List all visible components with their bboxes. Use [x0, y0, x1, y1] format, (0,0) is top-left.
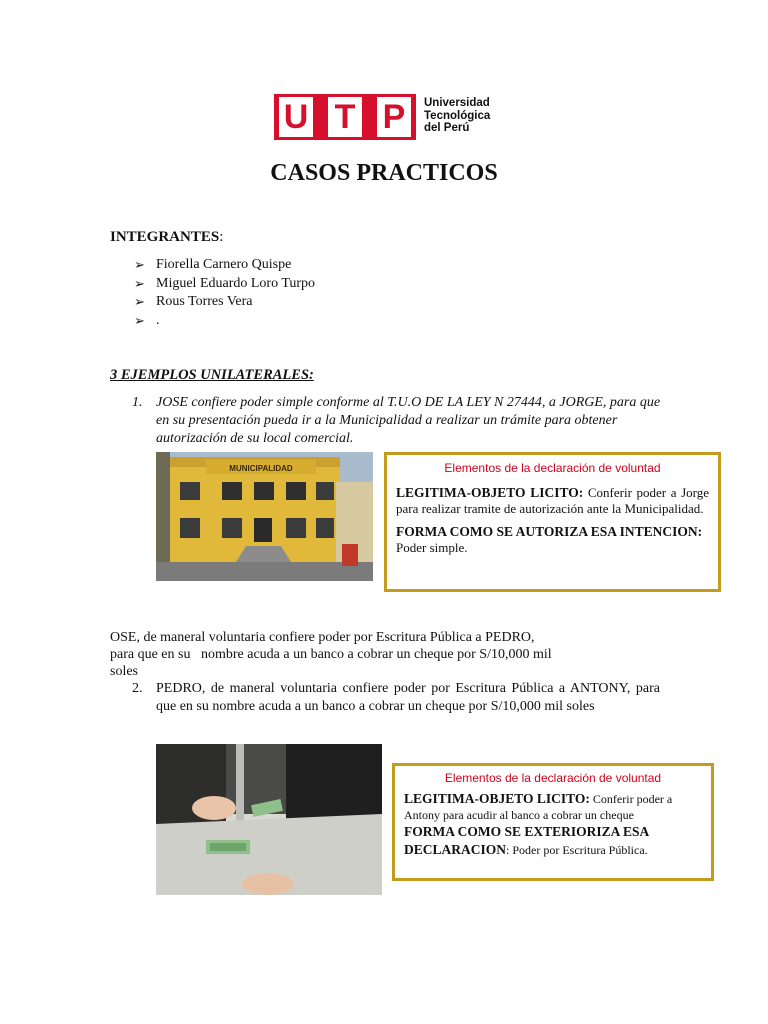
- box-2-forma: FORMA COMO SE EXTERIORIZA ESA DECLARACION: Poder por Escritura Pública.: [404, 824, 649, 857]
- case-1-number: 1.: [132, 395, 143, 410]
- box-2-objeto: LEGITIMA-OBJETO LICITO: Conferir poder a Antony para acudir al banco a cobrar un cheque: [404, 791, 673, 822]
- utp-logo-mark: [274, 94, 416, 140]
- box-1-forma: FORMA COMO SE AUTORIZA ESA INTENCION: Poder simple.: [396, 524, 703, 555]
- members-list: [134, 256, 315, 330]
- case-2-number: 2.: [132, 681, 143, 696]
- logo-text: Universidad Tecnológica del Perú: [424, 97, 491, 134]
- arrow-bullet-icon: ➢: [134, 257, 145, 272]
- logo-letter-u: U: [279, 97, 313, 137]
- list-item: ➢ .: [134, 312, 160, 328]
- arrow-bullet-icon: ➢: [134, 294, 145, 309]
- declaration-box-1: [384, 452, 721, 592]
- box-2-title: Elementos de la declaración de voluntad: [444, 771, 662, 785]
- utp-logo: [274, 94, 504, 140]
- box-1-title: Elementos de la declaración de voluntad: [444, 461, 661, 475]
- arrow-bullet-icon: ➢: [134, 275, 145, 291]
- arrow-bullet-icon: ➢: [134, 312, 145, 328]
- municipalidad-photo: [156, 452, 373, 581]
- logo-letter-p: P: [377, 97, 411, 137]
- loose-paragraph: OSE, de maneral voluntaria confiere poder por Escritura Pública a PEDRO, para que en su nombre acuda a un banco a cobrar un cheque por S/10,000 mil soles: [110, 630, 552, 679]
- page-title: CASOS PRACTICOS: [270, 160, 498, 186]
- list-item: ➢ Fiorella Carnero Quispe: [134, 257, 292, 272]
- case-2-text: PEDRO, de maneral voluntaria confiere poder por Escritura Pública a ANTONY, para que en su nombre acuda a un banco a cobrar un cheque por S/10,000 mil soles: [156, 681, 660, 714]
- bank-cheque-photo: [156, 744, 382, 895]
- list-item: ➢ Rous Torres Vera: [134, 294, 253, 309]
- box-1-objeto: LEGITIMA-OBJETO LICITO: Conferir poder a Jorge para realizar tramite de autorización ante la Municipalidad.: [396, 485, 710, 516]
- case-1-text: JOSE confiere poder simple conforme al T.U.O DE LA LEY N 27444, a JORGE, para que en su presentación pueda ir a la Municipalidad a realizar un trámite para obtener autorización de su local comercial.: [156, 395, 661, 446]
- logo-letter-t: T: [328, 97, 362, 137]
- municipalidad-sign: MUNICIPALIDAD: [229, 464, 293, 473]
- list-item: ➢ Miguel Eduardo Loro Turpo: [134, 275, 316, 291]
- declaration-box-2: [392, 763, 714, 881]
- examples-heading: 3 EJEMPLOS UNILATERALES:: [110, 367, 314, 383]
- integrantes-heading: INTEGRANTES:: [110, 229, 224, 245]
